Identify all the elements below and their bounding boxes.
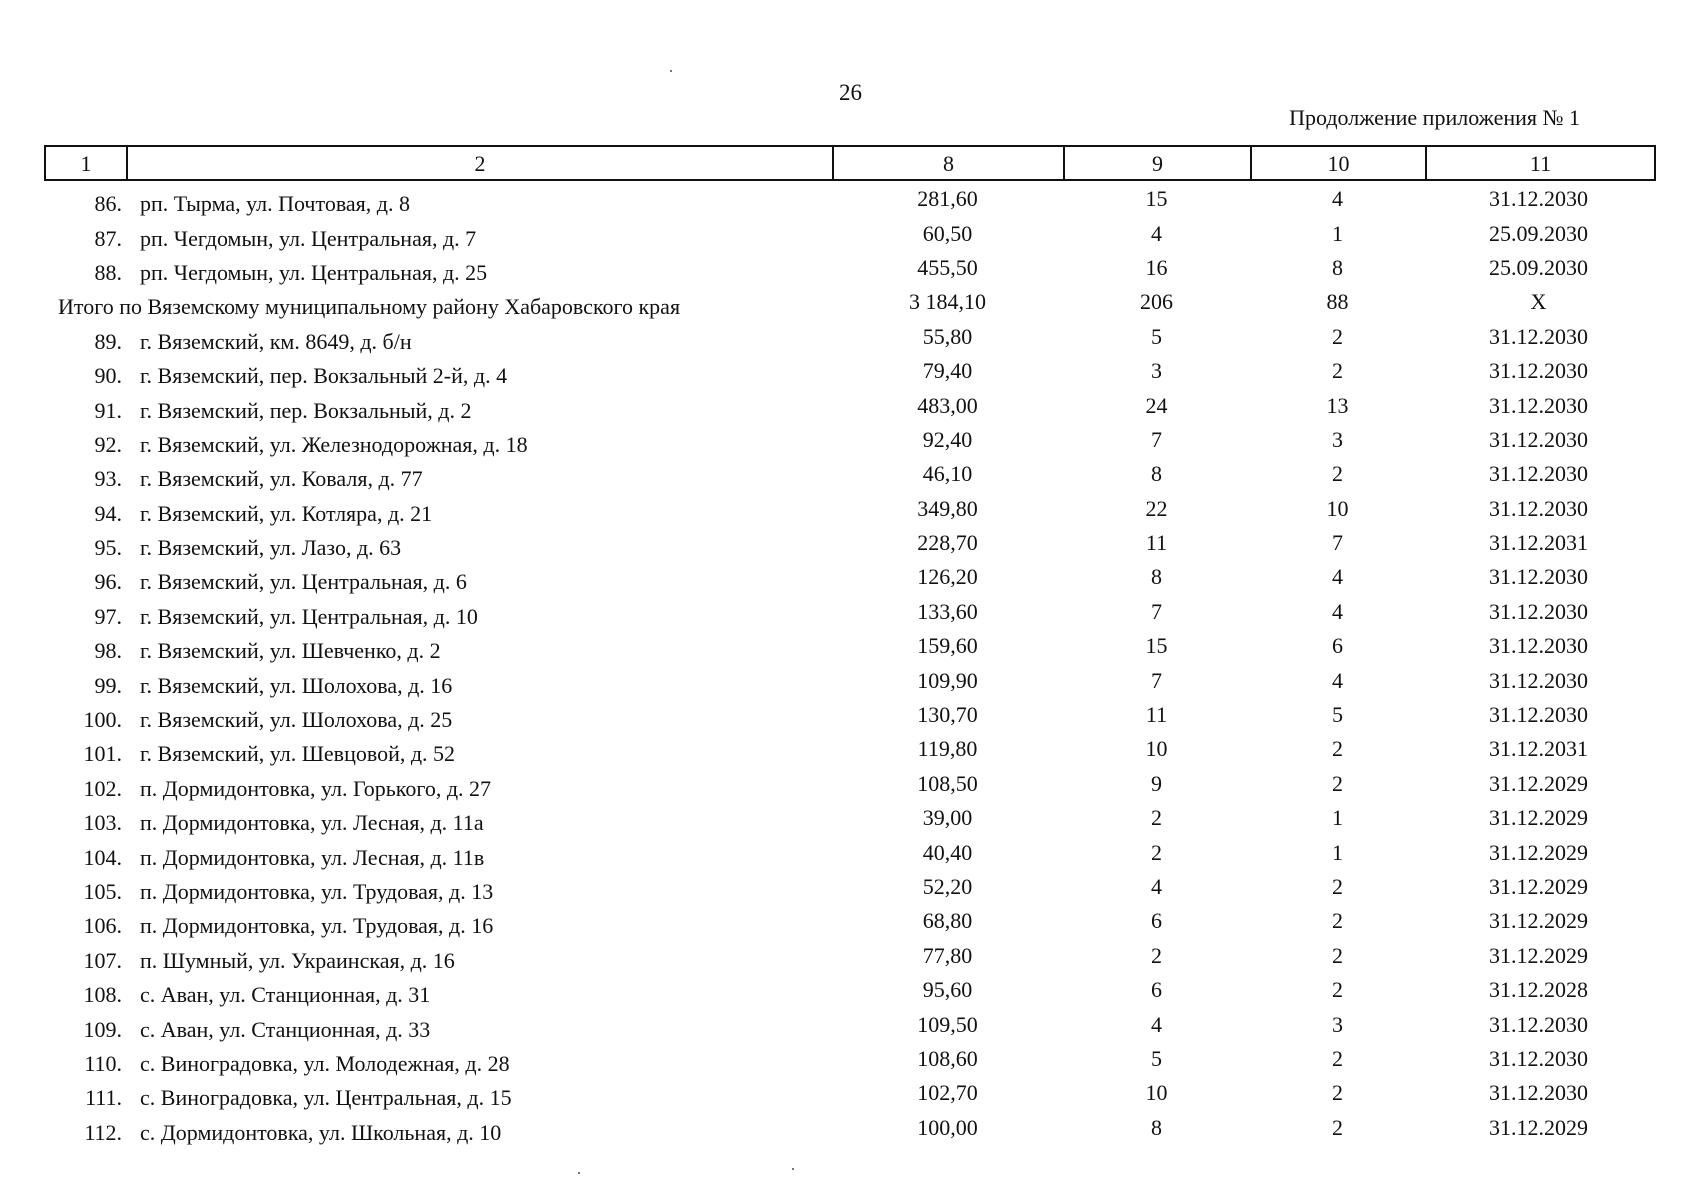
row-date: 31.12.2030 <box>1489 495 1588 521</box>
table-row <box>44 872 1656 906</box>
row-area: 92,40 <box>922 426 973 452</box>
row-col-9: 4 <box>1151 874 1162 899</box>
row-area: 281,60 <box>917 186 978 212</box>
row-col-10: 2 <box>1332 977 1343 1003</box>
row-col-9: 10 <box>1145 736 1168 762</box>
row-address: г. Вяземский, ул. Центральная, д. 10 <box>140 603 478 629</box>
row-area: 55,80 <box>922 323 973 349</box>
row-date: 31.12.2030 <box>1489 633 1588 659</box>
header-col-10: 10 <box>1252 147 1427 179</box>
total-col-10: 88 <box>1326 289 1349 315</box>
table-row <box>44 975 1656 1009</box>
row-col-9: 24 <box>1145 392 1168 418</box>
row-date: 25.09.2030 <box>1489 254 1588 280</box>
row-col-10: 2 <box>1332 323 1343 349</box>
row-address: с. Дормидонтовка, ул. Школьная, д. 10 <box>140 1119 502 1145</box>
row-col-9: 7 <box>1151 426 1162 452</box>
row-area: 109,50 <box>917 1011 978 1037</box>
table-row <box>44 597 1656 631</box>
row-date: 31.12.2029 <box>1489 942 1588 968</box>
row-col-10: 3 <box>1332 1011 1343 1037</box>
row-number: 93. <box>94 466 122 492</box>
row-number: 87. <box>94 225 122 251</box>
row-col-10: 1 <box>1332 220 1343 246</box>
row-number: 96. <box>94 569 122 595</box>
row-address: рп. Тырма, ул. Почтовая, д. 8 <box>140 191 410 217</box>
row-address: п. Дормидонтовка, ул. Трудовая, д. 16 <box>140 913 494 939</box>
row-area: 79,40 <box>922 358 973 384</box>
table-row <box>44 769 1656 803</box>
row-col-10: 3 <box>1332 426 1343 452</box>
row-address: г. Вяземский, ул. Шолохова, д. 25 <box>140 707 453 733</box>
table-row <box>44 734 1656 768</box>
row-number: 95. <box>94 535 122 561</box>
table-row <box>44 528 1656 562</box>
row-address: г. Вяземский, ул. Шевцовой, д. 52 <box>140 741 456 767</box>
row-address: п. Дормидонтовка, ул. Лесная, д. 11в <box>140 844 485 870</box>
row-col-9: 8 <box>1151 1114 1162 1140</box>
header-col-8: 8 <box>834 147 1065 179</box>
row-date: 31.12.2030 <box>1489 598 1588 624</box>
row-col-9: 7 <box>1151 667 1162 693</box>
row-col-9: 11 <box>1145 530 1168 556</box>
row-area: 46,10 <box>922 461 973 487</box>
table-row <box>44 562 1656 596</box>
header-col-9: 9 <box>1065 147 1252 179</box>
row-date: 31.12.2029 <box>1489 874 1588 899</box>
row-date: 31.12.2029 <box>1489 1114 1588 1140</box>
row-area: 133,60 <box>917 598 978 624</box>
table-row <box>44 1009 1656 1043</box>
table-row <box>44 665 1656 699</box>
row-col-9: 8 <box>1151 564 1162 590</box>
row-area: 77,80 <box>922 942 973 968</box>
row-address: с. Аван, ул. Станционная, д. 31 <box>140 982 431 1008</box>
scan-speck <box>792 1168 794 1170</box>
row-number: 98. <box>94 638 122 664</box>
row-area: 349,80 <box>917 495 978 521</box>
row-address: г. Вяземский, пер. Вокзальный, д. 2 <box>140 397 472 423</box>
row-number: 104. <box>83 844 122 870</box>
row-col-9: 6 <box>1151 908 1162 934</box>
row-area: 108,60 <box>917 1045 978 1071</box>
row-area: 40,40 <box>922 839 973 865</box>
row-address: п. Дормидонтовка, ул. Горького, д. 27 <box>140 775 492 801</box>
row-col-10: 4 <box>1332 667 1343 693</box>
row-number: 103. <box>83 810 122 836</box>
row-col-10: 10 <box>1326 495 1349 521</box>
row-date: 31.12.2029 <box>1489 805 1588 831</box>
row-col-10: 2 <box>1332 770 1343 796</box>
row-area: 102,70 <box>917 1080 978 1106</box>
row-number: 99. <box>94 672 122 698</box>
total-label: Итого по Вяземскому муниципальному району Хабаровского края <box>58 294 681 320</box>
row-area: 108,50 <box>917 770 978 796</box>
row-col-9: 16 <box>1145 254 1168 280</box>
row-date: 31.12.2030 <box>1489 358 1588 384</box>
row-col-10: 2 <box>1332 1080 1343 1106</box>
total-col-11: Х <box>1530 289 1547 315</box>
row-col-9: 8 <box>1151 461 1162 487</box>
total-row <box>44 287 1656 321</box>
table-row <box>44 459 1656 493</box>
row-col-9: 3 <box>1151 358 1162 384</box>
row-number: 112. <box>84 1119 122 1145</box>
table-row <box>44 218 1656 252</box>
row-date: 31.12.2030 <box>1489 667 1588 693</box>
row-address: п. Дормидонтовка, ул. Лесная, д. 11а <box>140 810 484 836</box>
row-col-9: 2 <box>1151 805 1162 831</box>
row-col-9: 5 <box>1151 323 1162 349</box>
row-area: 126,20 <box>917 564 978 590</box>
table-row <box>44 941 1656 975</box>
row-address: г. Вяземский, км. 8649, д. б/н <box>140 328 412 354</box>
row-number: 86. <box>94 191 122 217</box>
row-address: с. Виноградовка, ул. Молодежная, д. 28 <box>140 1050 510 1076</box>
row-col-9: 15 <box>1145 633 1168 659</box>
header-col-11: 11 <box>1529 151 1552 176</box>
row-number: 110. <box>84 1050 122 1076</box>
row-area: 68,80 <box>922 908 973 934</box>
table-row <box>44 253 1656 287</box>
row-address: г. Вяземский, ул. Центральная, д. 6 <box>140 569 467 595</box>
row-col-9: 10 <box>1145 1080 1168 1106</box>
row-number: 91. <box>94 397 122 423</box>
row-area: 95,60 <box>922 977 973 1003</box>
row-area: 228,70 <box>917 530 978 556</box>
row-col-10: 2 <box>1332 461 1343 487</box>
row-number: 108. <box>83 982 122 1008</box>
row-date: 31.12.2030 <box>1489 1080 1588 1106</box>
row-address: г. Вяземский, пер. Вокзальный 2-й, д. 4 <box>140 363 508 389</box>
row-number: 89. <box>94 328 122 354</box>
row-address: рп. Чегдомын, ул. Центральная, д. 7 <box>140 225 477 251</box>
row-col-10: 2 <box>1332 908 1343 934</box>
table-row <box>44 631 1656 665</box>
table-row <box>44 494 1656 528</box>
total-col-9: 206 <box>1140 289 1173 315</box>
row-date: 31.12.2029 <box>1489 908 1588 934</box>
row-col-9: 2 <box>1151 942 1162 968</box>
row-address: п. Шумный, ул. Украинская, д. 16 <box>140 947 455 973</box>
row-number: 106. <box>83 913 122 939</box>
row-address: рп. Чегдомын, ул. Центральная, д. 25 <box>140 259 488 285</box>
row-address: г. Вяземский, ул. Котляра, д. 21 <box>140 500 433 526</box>
row-col-9: 22 <box>1145 495 1168 521</box>
row-col-9: 4 <box>1151 1011 1162 1037</box>
row-number: 111. <box>85 1085 122 1111</box>
row-col-10: 2 <box>1332 358 1343 384</box>
row-col-10: 6 <box>1332 633 1343 659</box>
row-area: 130,70 <box>917 702 978 728</box>
row-col-10: 4 <box>1332 598 1343 624</box>
row-col-10: 8 <box>1332 254 1343 280</box>
continuation-label: Продолжение приложения № 1 <box>1289 105 1580 130</box>
row-area: 455,50 <box>917 254 978 280</box>
row-date: 31.12.2030 <box>1489 323 1588 349</box>
row-area: 52,20 <box>922 874 973 899</box>
table-row <box>44 425 1656 459</box>
row-date: 31.12.2028 <box>1489 977 1588 1003</box>
row-address: с. Виноградовка, ул. Центральная, д. 15 <box>140 1085 512 1111</box>
table-header <box>44 145 1656 181</box>
table-row <box>44 356 1656 390</box>
table-body <box>44 184 1656 1147</box>
row-address: г. Вяземский, ул. Коваля, д. 77 <box>140 466 423 492</box>
header-col-1: 1 <box>46 147 128 179</box>
row-date: 31.12.2030 <box>1489 1011 1588 1037</box>
row-address: г. Вяземский, ул. Шевченко, д. 2 <box>140 638 441 664</box>
table-row <box>44 803 1656 837</box>
row-number: 94. <box>94 500 122 526</box>
row-date: 31.12.2029 <box>1489 770 1588 796</box>
row-area: 483,00 <box>917 392 978 418</box>
row-area: 60,50 <box>922 220 973 246</box>
row-date: 31.12.2031 <box>1489 530 1588 556</box>
row-col-9: 2 <box>1151 839 1162 865</box>
row-date: 31.12.2030 <box>1489 426 1588 452</box>
header-col-2: 2 <box>128 147 834 179</box>
scan-speck <box>670 70 672 72</box>
row-col-10: 1 <box>1332 839 1343 865</box>
row-date: 31.12.2031 <box>1489 736 1588 762</box>
row-col-9: 15 <box>1145 186 1168 212</box>
row-col-9: 11 <box>1145 702 1168 728</box>
row-col-10: 2 <box>1332 1114 1343 1140</box>
row-col-9: 7 <box>1151 598 1162 624</box>
row-area: 119,80 <box>917 736 978 762</box>
row-col-9: 5 <box>1151 1045 1162 1071</box>
table-row <box>44 1078 1656 1112</box>
table-row <box>44 390 1656 424</box>
page-number: 26 <box>839 80 862 105</box>
row-address: г. Вяземский, ул. Лазо, д. 63 <box>140 535 402 561</box>
row-col-10: 2 <box>1332 736 1343 762</box>
row-col-9: 9 <box>1151 770 1162 796</box>
table-row <box>44 906 1656 940</box>
row-number: 90. <box>94 363 122 389</box>
table-row <box>44 184 1656 218</box>
row-col-10: 2 <box>1332 874 1343 899</box>
row-date: 31.12.2030 <box>1489 392 1588 418</box>
row-date: 31.12.2030 <box>1489 461 1588 487</box>
row-number: 102. <box>83 775 122 801</box>
table-row <box>44 837 1656 871</box>
row-number: 101. <box>83 741 122 767</box>
row-col-10: 7 <box>1332 530 1343 556</box>
row-date: 31.12.2030 <box>1489 186 1588 212</box>
scan-speck <box>578 1172 580 1174</box>
table-row <box>44 322 1656 356</box>
table-row <box>44 1113 1656 1147</box>
row-number: 92. <box>94 431 122 457</box>
row-address: г. Вяземский, ул. Шолохова, д. 16 <box>140 672 453 698</box>
row-area: 100,00 <box>917 1114 978 1140</box>
row-col-10: 5 <box>1332 702 1343 728</box>
row-number: 109. <box>83 1016 122 1042</box>
row-address: г. Вяземский, ул. Железнодорожная, д. 18 <box>140 431 528 457</box>
row-area: 159,60 <box>917 633 978 659</box>
row-number: 97. <box>94 603 122 629</box>
row-number: 100. <box>83 707 122 733</box>
row-number: 105. <box>83 879 122 904</box>
row-col-10: 13 <box>1326 392 1349 418</box>
total-area: 3 184,10 <box>909 289 986 315</box>
row-date: 31.12.2030 <box>1489 702 1588 728</box>
row-col-9: 6 <box>1151 977 1162 1003</box>
row-address: п. Дормидонтовка, ул. Трудовая, д. 13 <box>140 879 494 904</box>
row-date: 31.12.2029 <box>1489 839 1588 865</box>
row-date: 31.12.2030 <box>1489 564 1588 590</box>
table-row <box>44 700 1656 734</box>
row-col-10: 4 <box>1332 564 1343 590</box>
row-number: 107. <box>83 947 122 973</box>
row-col-10: 2 <box>1332 1045 1343 1071</box>
row-col-10: 1 <box>1332 805 1343 831</box>
row-col-10: 4 <box>1332 186 1343 212</box>
row-col-10: 2 <box>1332 942 1343 968</box>
row-number: 88. <box>94 259 122 285</box>
row-col-9: 4 <box>1151 220 1162 246</box>
row-area: 39,00 <box>922 805 973 831</box>
table-row <box>44 1044 1656 1078</box>
row-date: 31.12.2030 <box>1489 1045 1588 1071</box>
row-address: с. Аван, ул. Станционная, д. 33 <box>140 1016 431 1042</box>
row-area: 109,90 <box>917 667 978 693</box>
row-date: 25.09.2030 <box>1489 220 1588 246</box>
